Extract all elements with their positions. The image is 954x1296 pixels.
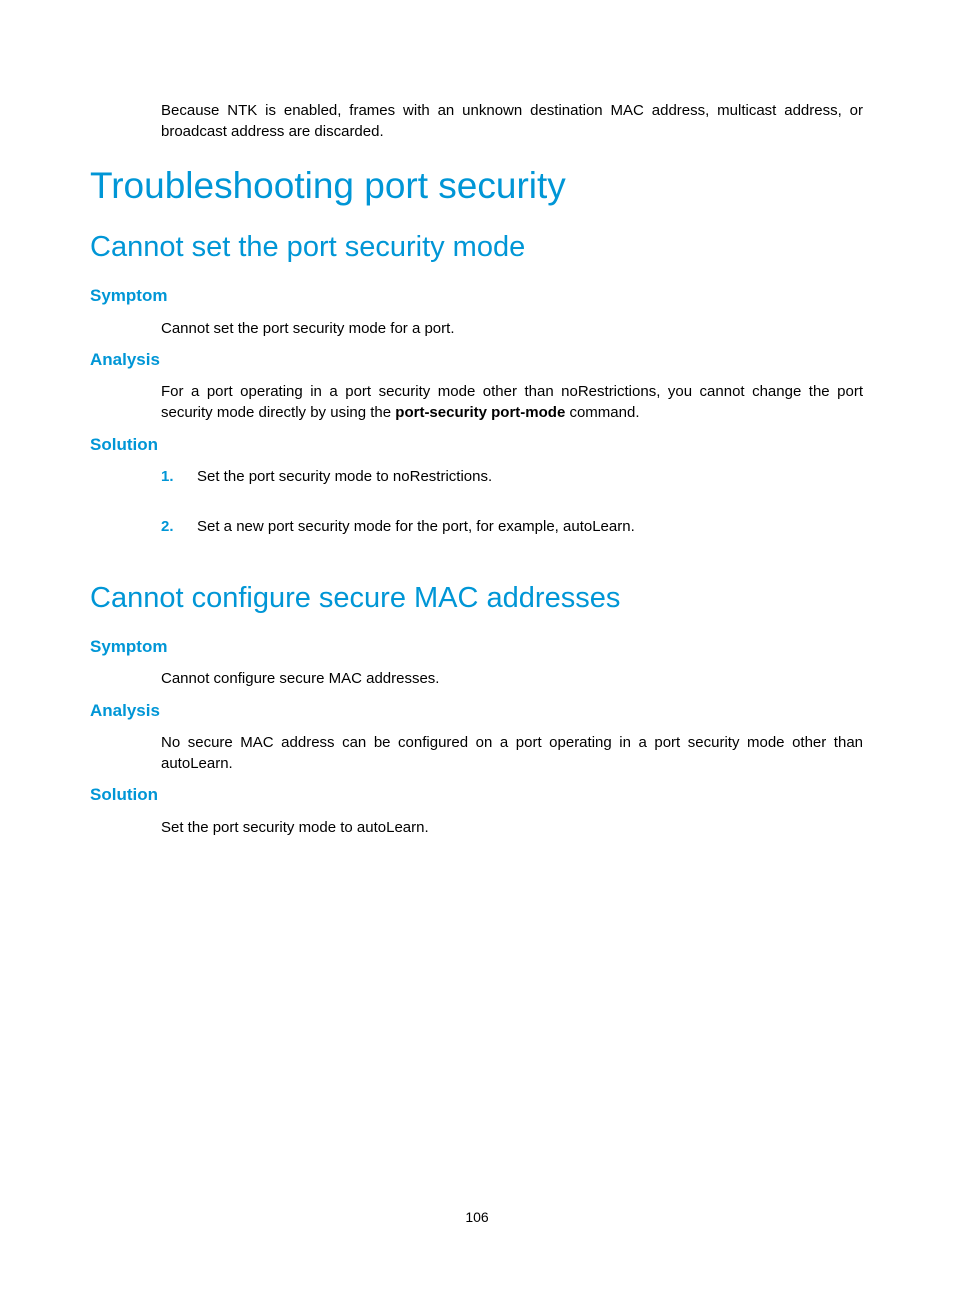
analysis-text: No secure MAC address can be configured on a port operating in a port security mode other than autoLearn. — [161, 734, 863, 772]
analysis-text — [161, 381, 863, 423]
symptom-heading: Symptom — [90, 637, 168, 656]
solution-heading: Solution — [90, 435, 158, 454]
step-text: Set a new port security mode for the port, for example, autoLearn. — [197, 518, 635, 535]
command-name: port-security port-mode — [395, 404, 566, 421]
solution-step — [161, 466, 863, 487]
solution-text: Set the port security mode to autoLearn. — [161, 819, 429, 836]
solution-heading: Solution — [90, 785, 158, 804]
analysis-text-before: For a port operating in a port security mode other than noRestrictions, you cannot change the port security mode directly by using the — [161, 383, 863, 421]
step-number: 1. — [161, 468, 174, 485]
solution-step — [161, 516, 863, 537]
step-text: Set the port security mode to noRestrictions. — [197, 468, 493, 485]
intro-paragraph: Because NTK is enabled, frames with an unknown destination MAC address, multicast address, or broadcast address are discarded. — [161, 102, 863, 140]
chapter-title: Troubleshooting port security — [90, 165, 566, 206]
analysis-text-after: command. — [565, 404, 640, 421]
symptom-heading: Symptom — [90, 286, 168, 305]
analysis-heading: Analysis — [90, 701, 160, 720]
section-title-secure-mac: Cannot configure secure MAC addresses — [90, 582, 621, 614]
symptom-text: Cannot set the port security mode for a port. — [161, 320, 455, 337]
symptom-text: Cannot configure secure MAC addresses. — [161, 670, 440, 687]
analysis-heading: Analysis — [90, 350, 160, 369]
page-number: 106 — [465, 1209, 489, 1225]
section-title-port-security-mode: Cannot set the port security mode — [90, 231, 526, 263]
step-number: 2. — [161, 518, 174, 535]
